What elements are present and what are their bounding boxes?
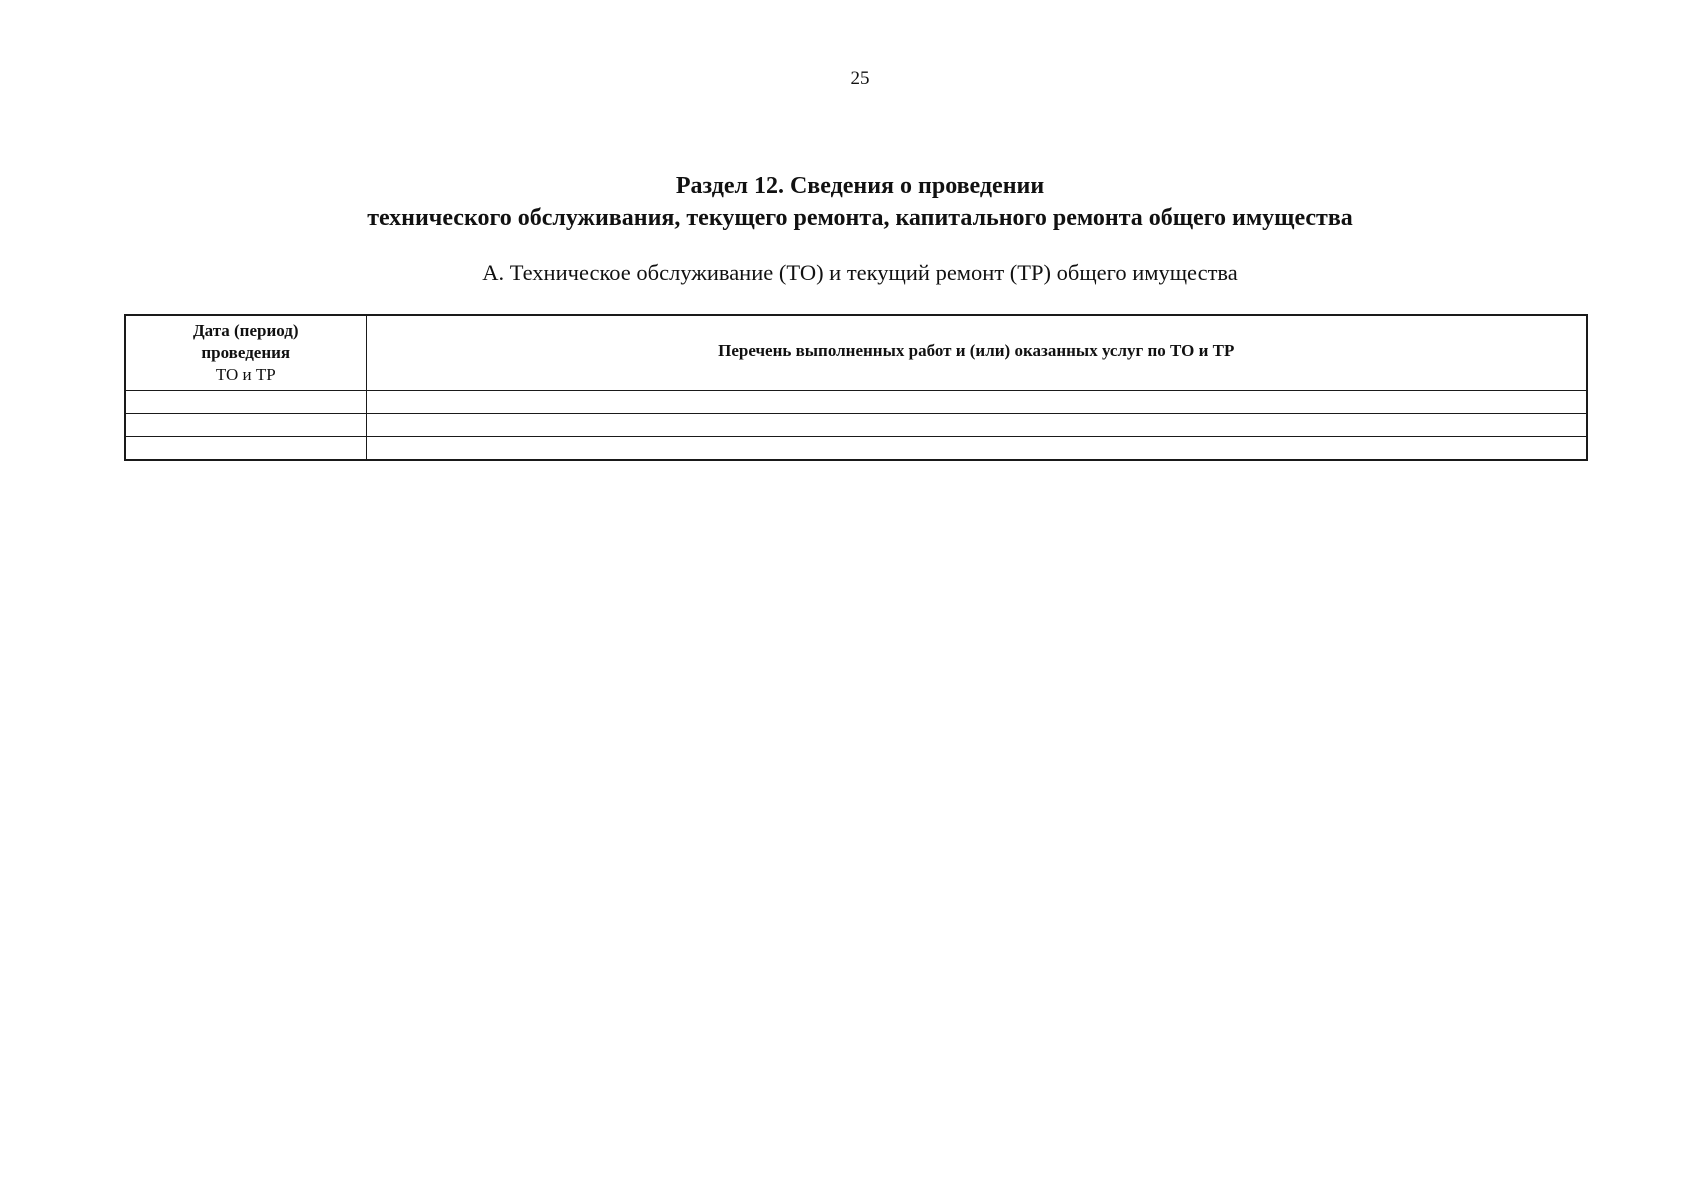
table-cell-works[interactable] [366, 391, 1587, 414]
header-date-line3: ТО и ТР [215, 365, 276, 384]
header-date-line1: Дата (период) [192, 321, 299, 340]
header-works: Перечень выполненных работ и (или) оказанных услуг по ТО и ТР [366, 315, 1587, 391]
table-cell-works[interactable] [366, 414, 1587, 437]
subsection-title: А. Техническое обслуживание (ТО) и текущий ремонт (ТР) общего имущества [482, 260, 1238, 285]
section-title-line1: Раздел 12. Сведения о проведении [675, 173, 1045, 199]
table-header-row [125, 315, 1587, 391]
header-date [125, 315, 366, 391]
table-cell-date[interactable] [125, 437, 366, 461]
table-cell-works[interactable] [366, 437, 1587, 461]
table-cell-date[interactable] [125, 414, 366, 437]
maintenance-table [124, 314, 1588, 461]
table-cell-date[interactable] [125, 391, 366, 414]
table-row [125, 391, 1587, 414]
header-date-line2: проведения [201, 343, 291, 362]
section-title-line2: технического обслуживания, текущего ремонта, капитального ремонта общего имущества [367, 205, 1353, 231]
page-number: 25 [850, 68, 870, 89]
table-row [125, 414, 1587, 437]
section-title [0, 170, 1698, 234]
table-row [125, 437, 1587, 461]
